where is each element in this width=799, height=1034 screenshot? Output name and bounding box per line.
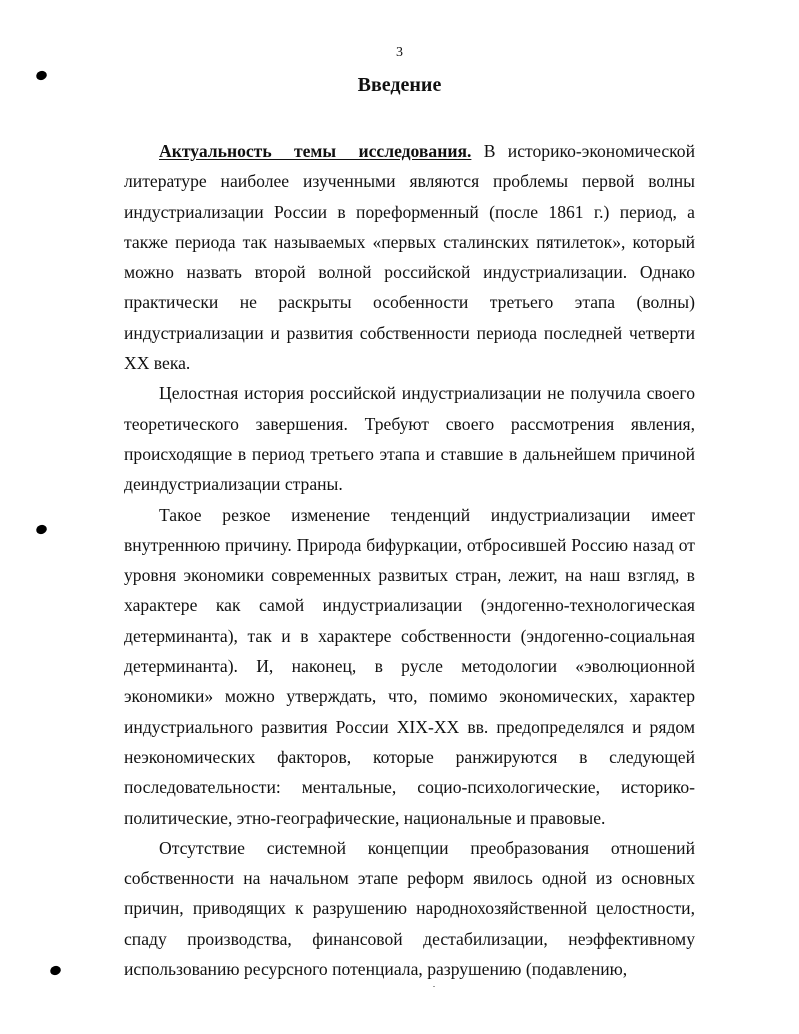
paragraph-integral-history: Целостная история российской индустриализации не получила своего теоретического завершения. Требуют своего рассмотрения явления, происходящие в период третьего этапа и ставшие в дальнейшем причиной деиндустриализации страны. <box>124 383 695 495</box>
document-body <box>124 136 695 984</box>
paragraph-property-concept: Отсутствие системной концепции преобразования отношений собственности на начальном этапе реформ явилось одной из основных причин, приводящих к разрушению народнохозяйственной целостности, спаду производства, финансовой дестабилизации, неэффективному использованию ресурсного потенциала, разрушению (подавлению, <box>124 837 695 980</box>
page-title: Введение <box>357 74 442 96</box>
page-number: 3 <box>396 45 403 60</box>
paragraph-relevance <box>124 136 695 378</box>
paragraph-bifurcation: Такое резкое изменение тенденций индустриализации имеет внутреннюю причину. Природа бифуркации, отбросившей Россию назад от уровня экономики современных развитых стран, лежит, на наш взгляд, в характере как самой индустриализации (эндогенно-технологическая детерминанта), так и в характере собственности (эндогенно-социальная детерминанта). И, наконец, в русле методологии «эволюционной экономики» можно утверждать, что, помимо экономических, характер индустриального развития России XIX-XX вв. предопределялся и рядом неэкономических факторов, которые ранжируются в следующей последовательности: ментальные, социо-психологические, историко-политические, этно-географические, национальные и правовые. <box>124 504 695 828</box>
binding-hole-mark-middle <box>35 523 48 535</box>
binding-hole-mark-bottom <box>49 964 62 976</box>
scan-speck <box>433 986 435 987</box>
relevance-heading: Актуальность темы исследования. <box>159 141 472 161</box>
relevance-text: В историко-экономической литературе наиболее изученными являются проблемы первой волны индустриализации России в пореформенный (после 1861 г.) период, а также периода так называемых «первых сталинских пятилеток», который можно назвать второй волной российской индустриализации. Однако практически не раскрыты особенности третьего этапа (волны) индустриализации и развития собственности периода последней четверти XX века. <box>124 141 695 374</box>
